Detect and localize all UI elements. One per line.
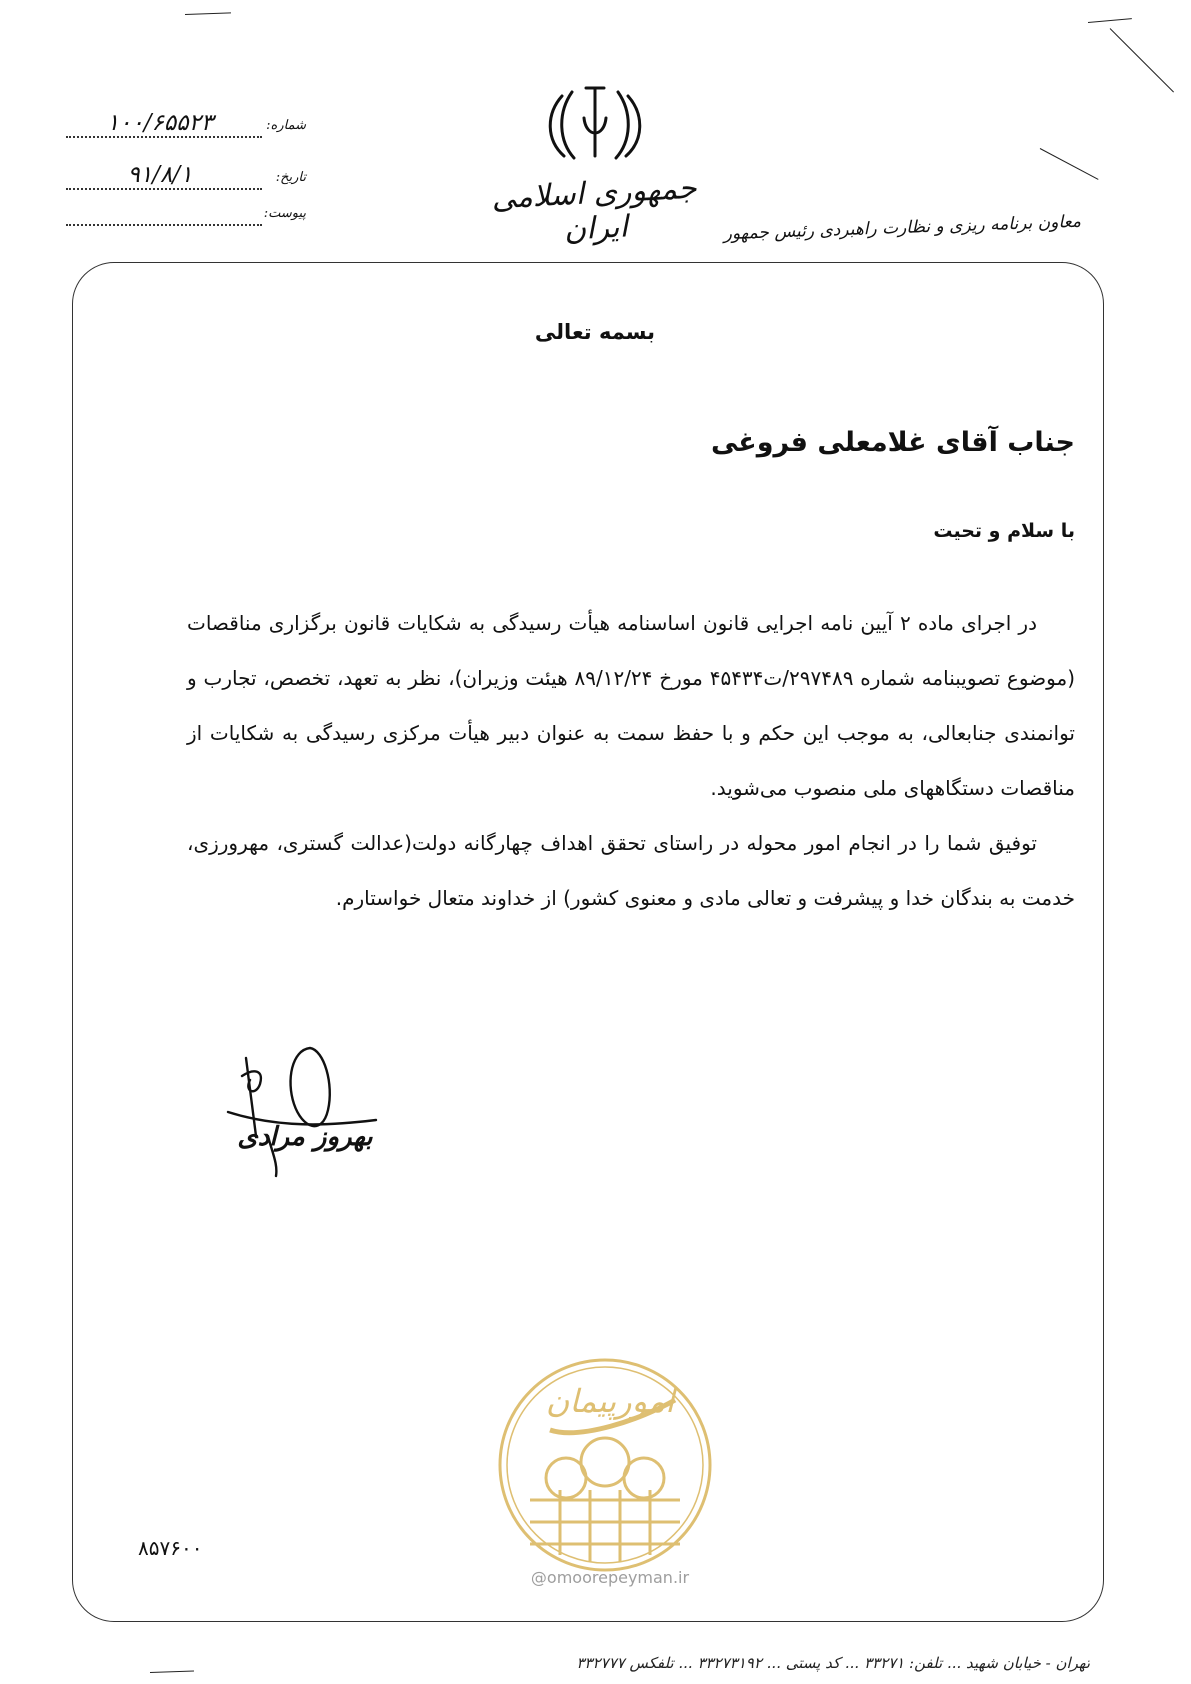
islamic-republic-emblem-icon bbox=[540, 78, 650, 170]
scan-mark-right bbox=[1040, 148, 1099, 180]
body-paragraph: توفیق شما را در انجام امور محوله در راستای تحقق اهداف چهارگانه دولت(عدالت گستری، مهرورزی، خدمت به بندگان خدا و پیشرفت و تعالی مادی و معنوی کشور) از خداوند متعال خواستارم. bbox=[187, 831, 1075, 910]
watermark-logo-text: امورپیمان bbox=[545, 1382, 675, 1420]
omoorepeyman-logo-icon bbox=[490, 1350, 720, 1580]
letter-body bbox=[187, 596, 1075, 926]
letter-number-row bbox=[66, 110, 306, 146]
letter-date-value: ۹۱/۸/۱ bbox=[127, 162, 193, 188]
recipient-name: جناب آقای غلامعلی فروغی bbox=[710, 427, 1075, 458]
document-code: ۸۵۷۶۰۰ bbox=[138, 1536, 203, 1560]
letter-number-dots bbox=[66, 136, 262, 138]
country-name: جمهوری اسلامی ایران bbox=[490, 170, 698, 248]
signature-scribble-icon bbox=[198, 1040, 398, 1190]
letter-date-label: تاریخ: bbox=[275, 170, 306, 185]
footer-address: تهران - خیابان شهید ... تلفن: ۳۳۲۷۱ ... کد پستی ... ۳۳۲۷۳۱۹۲ ... تلفکس ۳۳۲۷۷۷ bbox=[576, 1654, 1090, 1672]
letter-date-dots bbox=[66, 188, 262, 190]
organization-name: معاون برنامه ریزی و نظارت راهبردی رئیس جمهور bbox=[723, 211, 1082, 245]
letter-attachment-row bbox=[66, 204, 306, 234]
letter-attachment-label: پیوست: bbox=[263, 206, 306, 221]
signer-name: بهروز مرادی bbox=[237, 1122, 373, 1152]
body-paragraph: در اجرای ماده ۲ آیین نامه اجرایی قانون اساسنامه هیأت رسیدگی به شکایات قانون برگزاری مناقصات (موضوع تصویبنامه شماره ۲۹۷۴۸۹/ت۴۵۴۳۴ مورخ ۸۹/۱۲/۲۴ هیئت وزیران)، نظر به تعهد، تخصص، تجارب و توانمندی جنابعالی، به موجب این حکم و با حفظ سمت به عنوان دبیر هیأت مرکزی رسیدگی به شکایات از مناقصات دستگاههای ملی منصوب می‌شوید. bbox=[187, 611, 1075, 800]
letter-number-label: شماره: bbox=[266, 118, 306, 133]
scan-mark-bottom-left bbox=[150, 1670, 194, 1673]
scan-mark-corner bbox=[1110, 28, 1174, 92]
greeting: با سلام و تحیت bbox=[933, 520, 1075, 542]
letter-attachment-dots bbox=[66, 224, 262, 226]
letter-number-value: ۱۰۰/۶۵۵۲۳ bbox=[106, 110, 214, 136]
scan-mark-top-right bbox=[1088, 18, 1132, 23]
watermark-url: @omoorepeyman.ir bbox=[530, 1568, 690, 1587]
letter-date-row bbox=[66, 162, 306, 198]
letter-opening: بسمه تعالی bbox=[534, 320, 656, 344]
scan-mark-top-left bbox=[185, 12, 231, 15]
